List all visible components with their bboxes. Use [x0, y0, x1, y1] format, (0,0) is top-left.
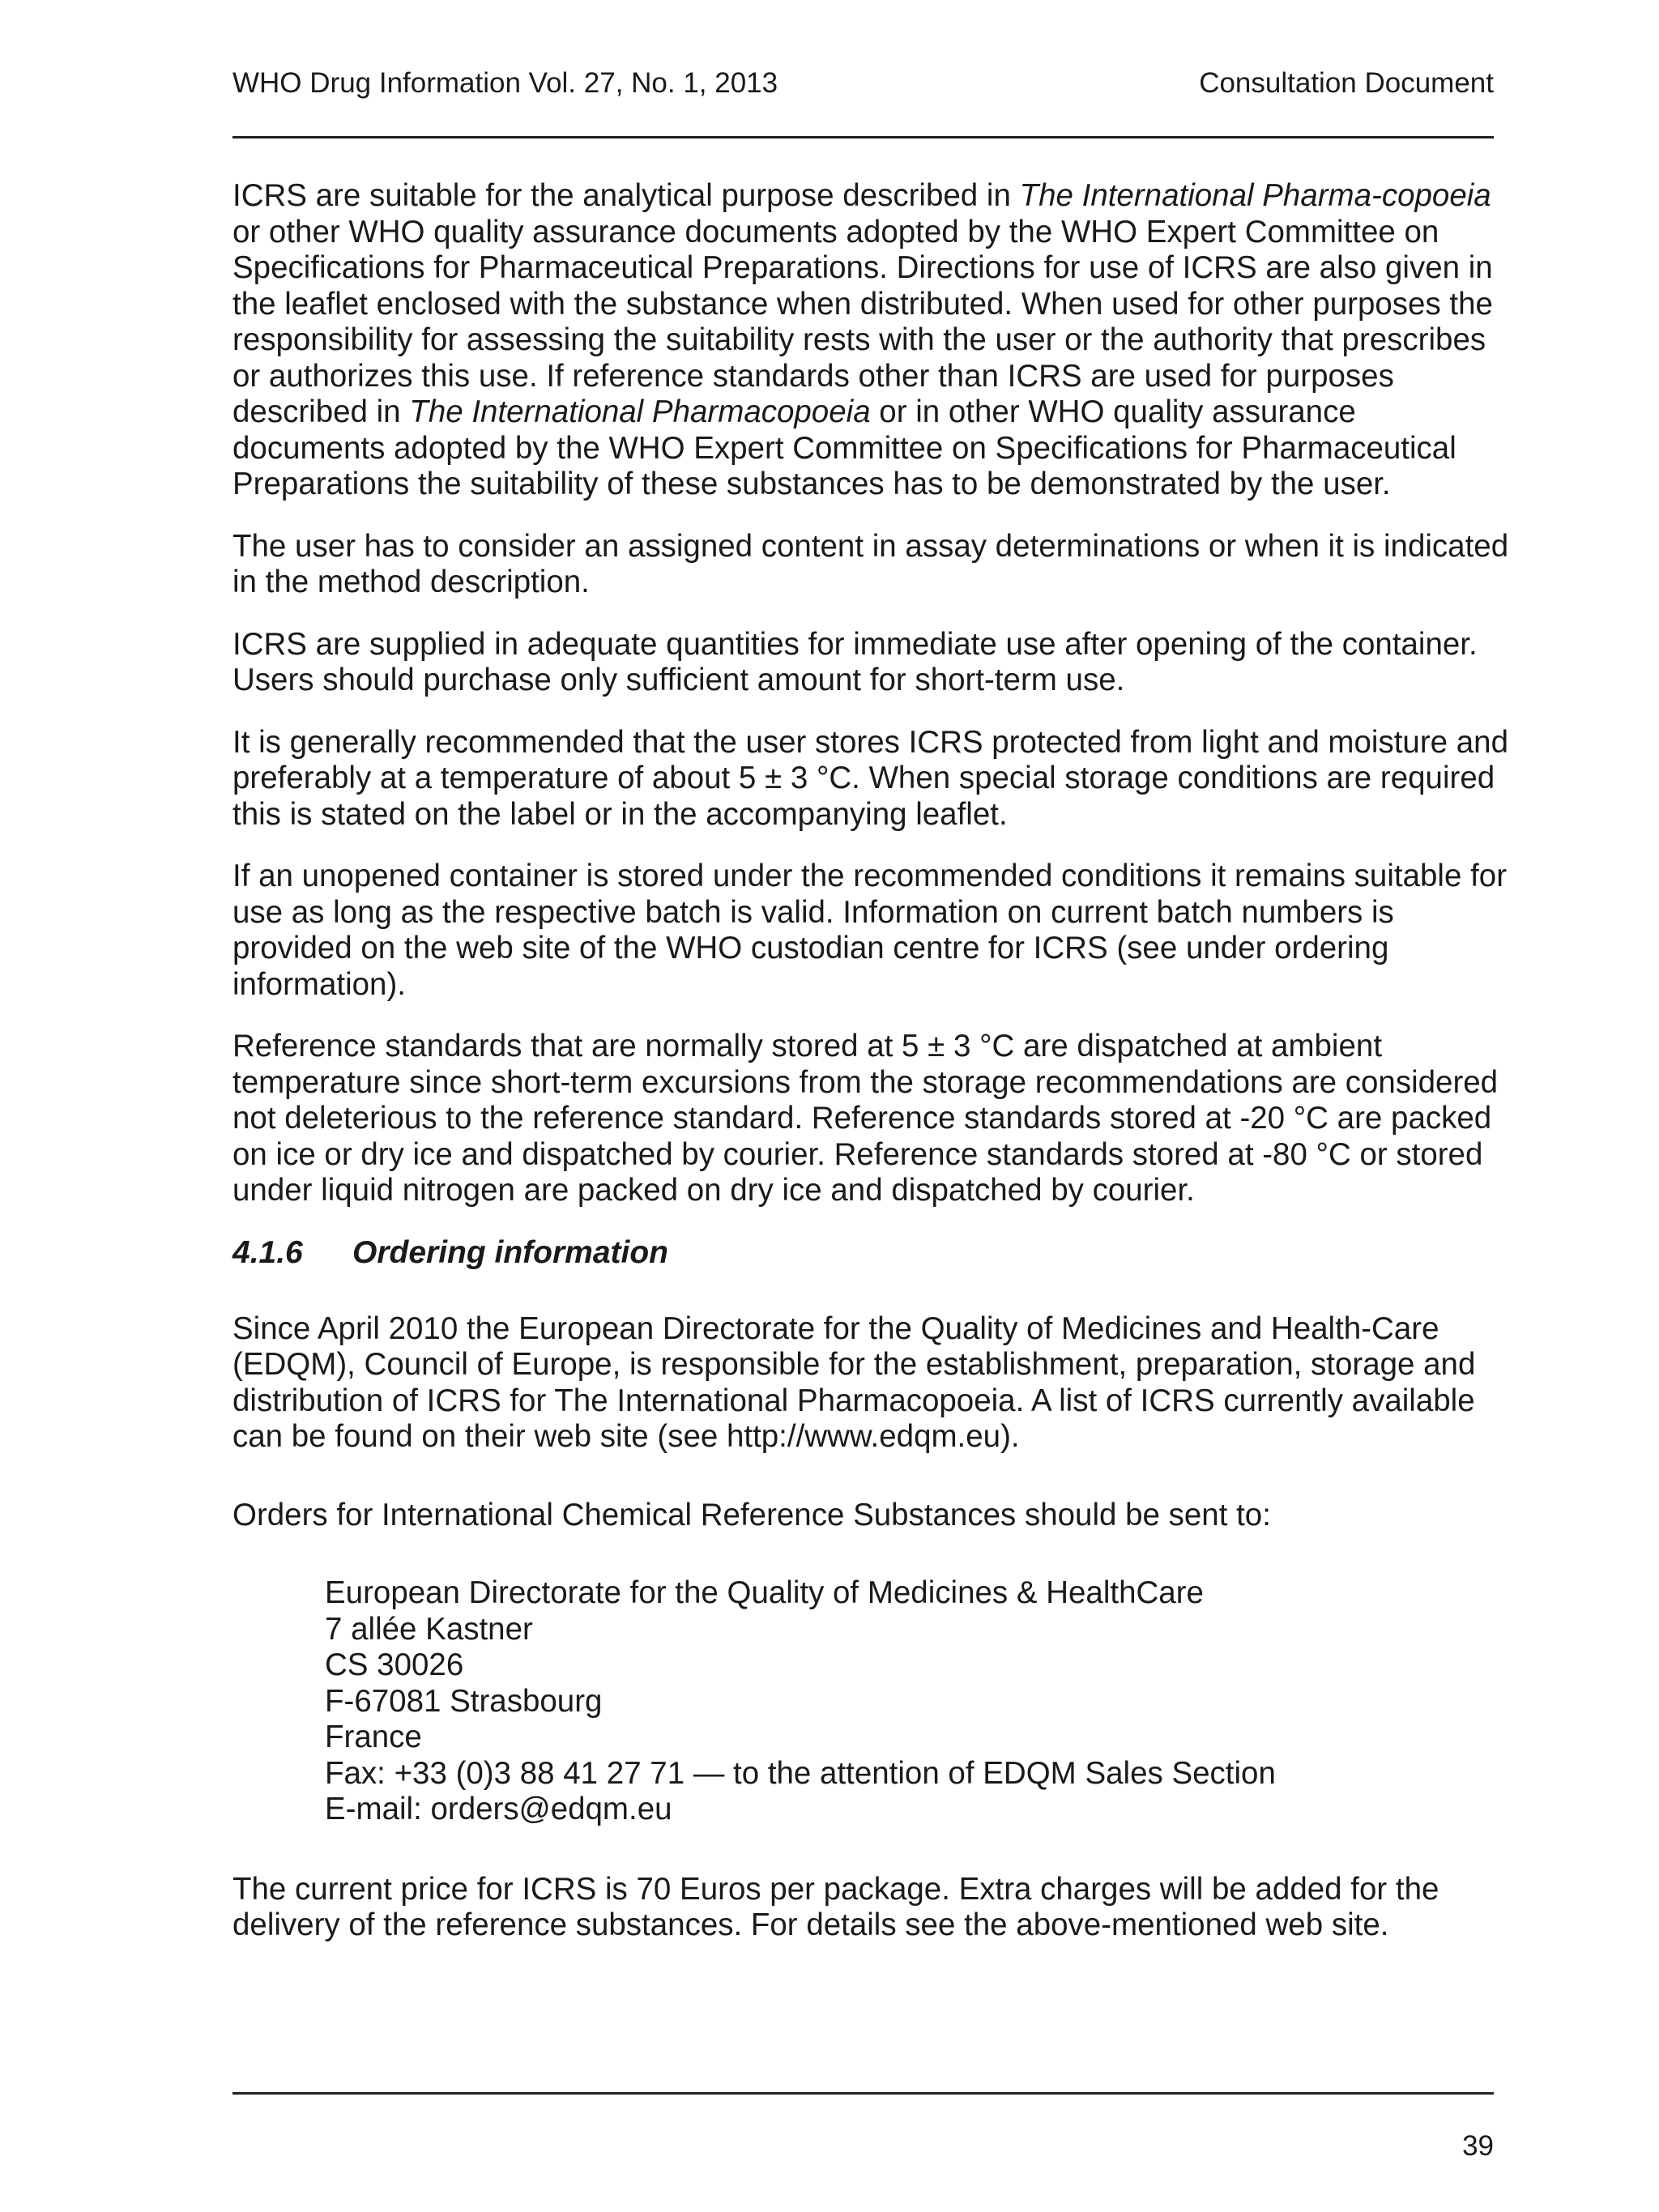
paragraph-orders: Orders for International Chemical Reference Substances should be sent to: [232, 1497, 1271, 1532]
paragraph-suitability-part-a: ICRS are suitable for the analytical purpose described in [232, 178, 1020, 213]
address-block [325, 1575, 1512, 1828]
paragraph-assigned-content: The user has to consider an assigned content in assay determinations or when it is indicated in the method description. [232, 528, 1509, 599]
page-number: 39 [1462, 2130, 1494, 2162]
document-type: Consultation Document [1199, 67, 1494, 99]
address-fax: Fax: +33 (0)3 88 41 27 71 — to the attention of EDQM Sales Section [325, 1755, 1276, 1791]
footer-rule [232, 2092, 1494, 2095]
address-country: France [325, 1720, 422, 1754]
paragraph-price: The current price for ICRS is 70 Euros per package. Extra charges will be added for the delivery of the reference substances. For details see the above-mentioned web site. [232, 1871, 1439, 1942]
section-heading [232, 1235, 1512, 1271]
address-city: F-67081 Strasbourg [325, 1683, 603, 1719]
address-email: E-mail: orders@edqm.eu [325, 1792, 672, 1826]
address-postbox: CS 30026 [325, 1647, 464, 1682]
paragraph-storage: It is generally recommended that the user stores ICRS protected from light and moisture and preferably at a temperature of about 5 ± 3 °C. When special storage conditions are required this is stated on the label or in the accompanying leaflet. [232, 724, 1508, 832]
address-organisation: European Directorate for the Quality of Medicines & HealthCare [325, 1575, 1204, 1610]
paragraph-edqm: Since April 2010 the European Directorate for the Quality of Medicines and Health-Care (EDQM), Council of Europe, is responsible for the establishment, preparation, storage and distribution of ICRS for The International Pharmacopoeia. A list of ICRS currently available can be found on their web site (see http://www.edqm.eu). [232, 1311, 1476, 1454]
section-title: Ordering information [352, 1234, 668, 1270]
address-street: 7 allée Kastner [325, 1611, 533, 1647]
paragraph-suitability-part-e: or in other WHO quality assurance documents adopted by the WHO Expert Committee on Specifications for Pharmaceutical Preparations the suitability of these substances has to be demonstrated by the user. [232, 394, 1456, 501]
paragraph-validity: If an unopened container is stored under the recommended conditions it remains suitable for use as long as the respective batch is valid. Information on current batch numbers is provided on the web site of the WHO custodian centre for ICRS (see under ordering information). [232, 859, 1508, 1002]
journal-citation: WHO Drug Information Vol. 27, No. 1, 2013 [232, 67, 778, 99]
section-number: 4.1.6 [232, 1234, 303, 1270]
paragraph-suitability-part-c: or other WHO quality assurance documents adopted by the WHO Expert Committee on Specifications for Pharmaceutical Preparations. Directions for use of ICRS are also given in the leaflet enclosed with the substance when distributed. When used for other purposes the responsibility for assessing the suitability rests with the user or the authority that prescribes or authorizes this use. If reference standards other than ICRS are used for purposes described in [232, 214, 1493, 429]
paragraph-dispatch: Reference standards that are normally stored at 5 ± 3 °C are dispatched at ambient temperature since short-term excursions from the storage recommendations are considered not deleterious to the reference standard. Reference standards stored at -20 °C are packed on ice or dry ice and dispatched by courier. Reference standards stored at -80 °C or stored under liquid nitrogen are packed on dry ice and dispatched by courier. [232, 1029, 1499, 1208]
body-text [232, 178, 1512, 1970]
paragraph-suitability [232, 178, 1512, 503]
pharmacopoeia-title-1: The International Pharma-copoeia [1019, 178, 1491, 213]
paragraph-quantities: ICRS are supplied in adequate quantities for immediate use after opening of the container. Users should purchase only sufficient amount for short-term use. [232, 626, 1478, 697]
pharmacopoeia-title-2: The International Pharmacopoeia [409, 394, 871, 429]
running-header [232, 63, 1494, 104]
header-rule [232, 136, 1494, 139]
